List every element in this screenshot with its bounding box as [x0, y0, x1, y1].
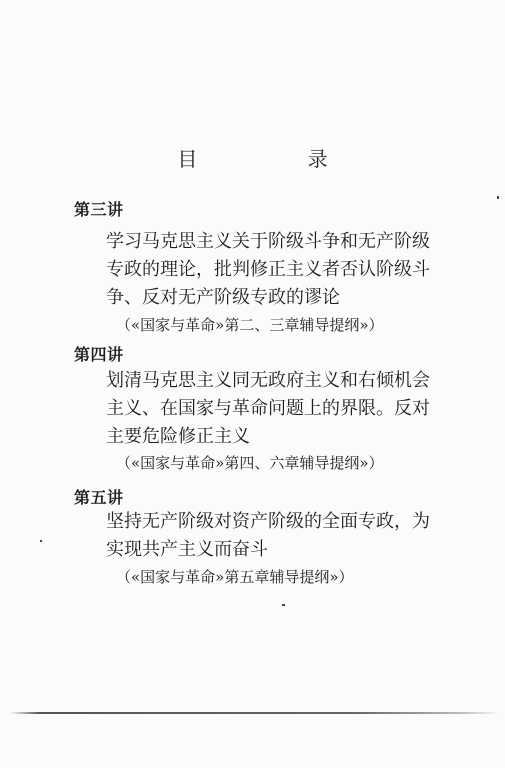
lecture-line: 划清马克思主义同无政府主义和右倾机会	[106, 370, 430, 391]
scan-speck	[40, 540, 42, 542]
lecture-line: 主要危险修正主义	[106, 426, 250, 447]
scan-speck	[497, 196, 499, 199]
scan-speck	[282, 604, 285, 606]
lecture-line: 专政的理论，批判修正主义者否认阶级斗	[106, 259, 430, 280]
lecture-description	[106, 508, 466, 564]
lecture-note: （«国家与革命»第四、六章辅导提纲»）	[116, 454, 384, 472]
lecture-line: 主义、在国家与革命问题上的界限。反对	[106, 398, 430, 419]
lecture-heading: 第四讲	[74, 345, 124, 364]
lecture-description	[106, 228, 466, 312]
lecture-line: 学习马克思主义关于阶级斗争和无产阶级	[106, 231, 430, 252]
lecture-heading: 第三讲	[74, 200, 124, 219]
lecture-heading: 第五讲	[74, 488, 124, 507]
lecture-line: 实现共产主义而奋斗	[106, 539, 268, 560]
lecture-note: （«国家与革命»第五章辅导提纲»）	[116, 568, 354, 586]
lecture-line: 坚持无产阶级对资产阶级的全面专政，为	[106, 511, 430, 532]
page-title: 目 录	[177, 147, 380, 171]
lecture-note: （«国家与革命»第二、三章辅导提纲»）	[116, 316, 384, 334]
lecture-description	[106, 367, 466, 451]
bottom-rule	[10, 712, 500, 714]
lecture-line: 争、反对无产阶级专政的谬论	[106, 287, 340, 308]
